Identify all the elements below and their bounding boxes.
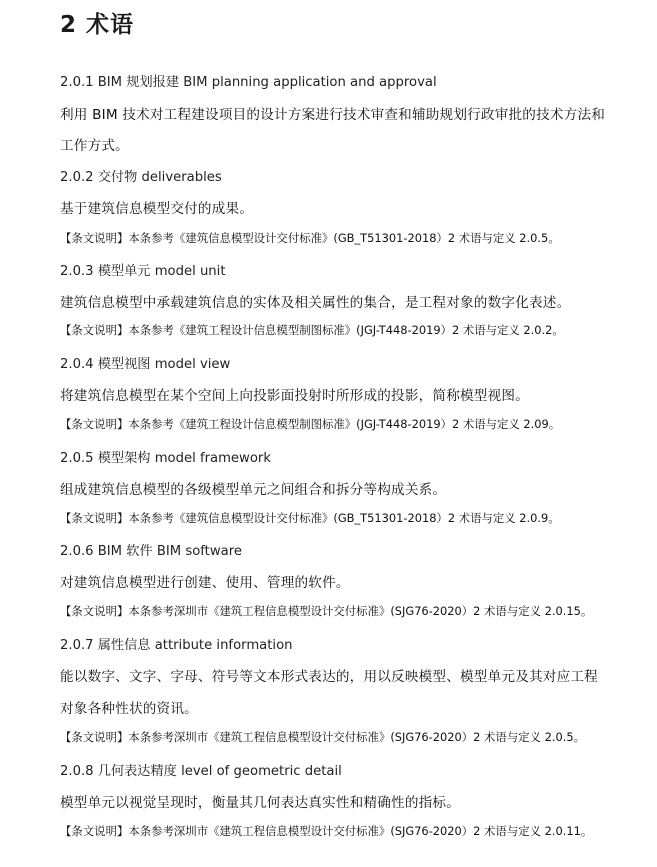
clause-note: 【条文说明】本条参考《建筑信息模型设计交付标准》(GB_T51301-2018）2 术语与定义 2.0.9。: [60, 511, 560, 525]
term-definition: 能以数字、文字、字母、符号等文本形式表达的，用以反映模型、模型单元及其对应工程: [60, 669, 598, 685]
term-definition: 模型单元以视觉呈现时，衡量其几何表达真实性和精确性的指标。: [60, 795, 461, 811]
clause-note: 【条文说明】本条参考深圳市《建筑工程信息模型设计交付标准》(SJG76-2020）2 术语与定义 2.0.15。: [60, 604, 593, 618]
term-heading: 2.0.3 模型单元 model unit: [60, 264, 226, 279]
term-heading: 2.0.2 交付物 deliverables: [60, 170, 222, 185]
term-definition: 组成建筑信息模型的各级模型单元之间组合和拆分等构成关系。: [60, 482, 447, 498]
clause-note: 【条文说明】本条参考深圳市《建筑工程信息模型设计交付标准》(SJG76-2020）2 术语与定义 2.0.11。: [60, 824, 593, 838]
term-heading: 2.0.5 模型架构 model framework: [60, 451, 271, 466]
term-definition: 建筑信息模型中承载建筑信息的实体及相关属性的集合，是工程对象的数字化表述。: [60, 295, 571, 311]
term-definition: 将建筑信息模型在某个空间上向投影面投射时所形成的投影，简称模型视图。: [60, 388, 529, 404]
term-definition-continued: 工作方式。: [60, 138, 129, 154]
term-definition: 利用 BIM 技术对工程建设项目的设计方案进行技术审查和辅助规划行政审批的技术方法和: [60, 107, 606, 123]
term-heading: 2.0.6 BIM 软件 BIM software: [60, 544, 242, 559]
term-definition-continued: 对象各种性状的资讯。: [60, 701, 198, 717]
clause-note: 【条文说明】本条参考《建筑工程设计信息模型制图标准》(JGJ-T448-2019）2 术语与定义 2.09。: [60, 417, 561, 431]
term-heading: 2.0.7 属性信息 attribute information: [60, 638, 293, 653]
section-title: 2 术语: [60, 12, 135, 38]
term-definition: 基于建筑信息模型交付的成果。: [60, 201, 254, 217]
term-definition: 对建筑信息模型进行创建、使用、管理的软件。: [60, 575, 350, 591]
clause-note: 【条文说明】本条参考《建筑信息模型设计交付标准》(GB_T51301-2018）2 术语与定义 2.0.5。: [60, 231, 560, 245]
clause-note: 【条文说明】本条参考《建筑工程设计信息模型制图标准》(JGJ-T448-2019）2 术语与定义 2.0.2。: [60, 323, 564, 337]
term-heading: 2.0.8 几何表达精度 level of geometric detail: [60, 764, 342, 779]
clause-note: 【条文说明】本条参考深圳市《建筑工程信息模型设计交付标准》(SJG76-2020）2 术语与定义 2.0.5。: [60, 730, 585, 744]
term-heading: 2.0.1 BIM 规划报建 BIM planning application and approval: [60, 75, 437, 90]
term-heading: 2.0.4 模型视图 model view: [60, 357, 231, 372]
